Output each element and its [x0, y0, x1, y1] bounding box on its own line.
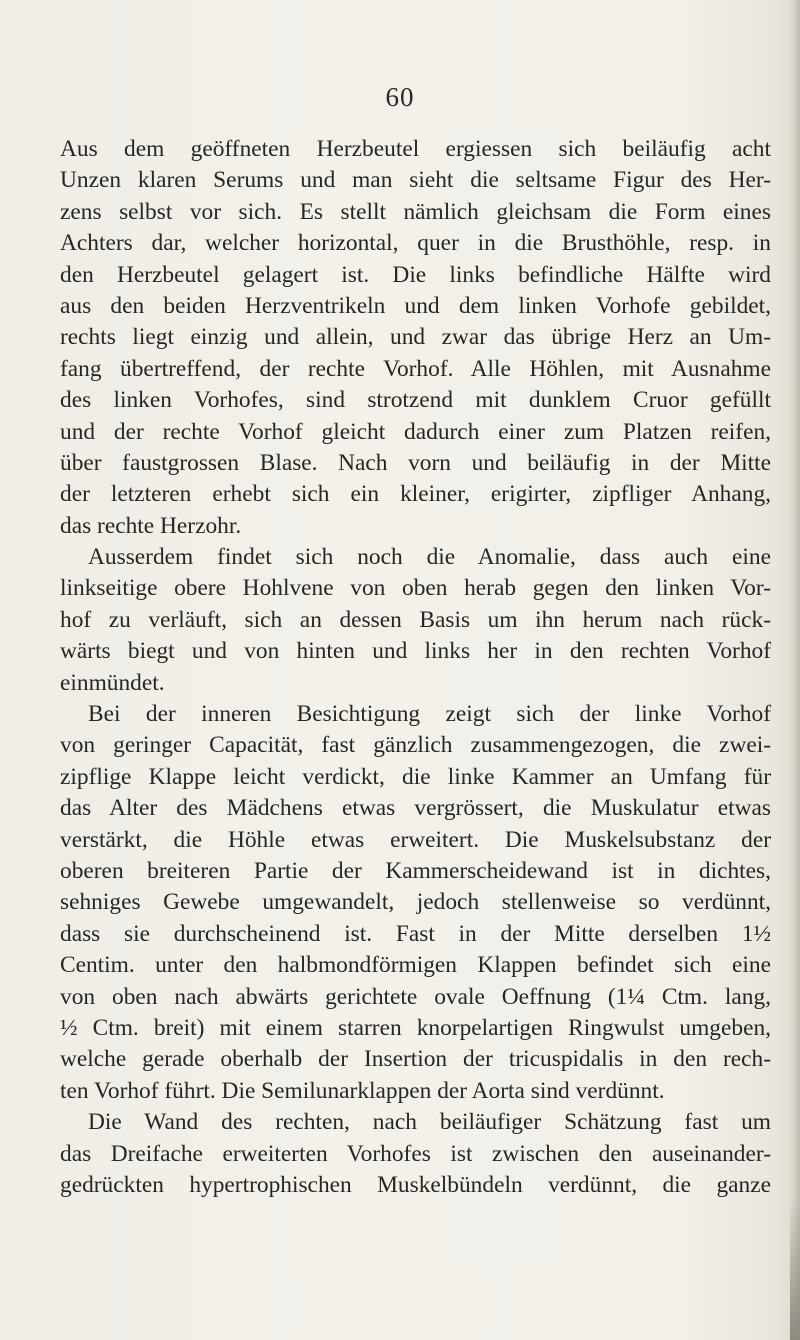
body-text [60, 134, 771, 1201]
text-line: welche gerade oberhalb der Insertion der tricuspidalis in den rech- [60, 1046, 771, 1073]
text-line: ten Vorhof führt. Die Semilunarklappen der Aorta sind verdünnt. [60, 1077, 665, 1104]
text-line: Ausserdem findet sich noch die Anomalie, dass auch eine [88, 544, 771, 571]
text-line: Aus dem geöffneten Herzbeutel ergiessen sich beiläufig acht [60, 136, 771, 162]
text-line: der letzteren erhebt sich ein kleiner, erigirter, zipfliger Anhang, [60, 481, 771, 508]
text-line: den Herzbeutel gelagert ist. Die links befindliche Hälfte wird [60, 261, 771, 288]
text-line: Centim. unter den halbmondförmigen Klappen befindet sich eine [60, 952, 771, 979]
text-line: dass sie durchscheinend ist. Fast in der Mitte derselben 1½ [60, 920, 771, 947]
text-line: das Dreifache erweiterten Vorhofes ist zwischen den auseinander- [60, 1140, 771, 1167]
text-line: das Alter des Mädchens etwas vergrössert, die Muskulatur etwas [60, 795, 771, 822]
text-line: Die Wand des rechten, nach beiläufiger Schätzung fast um [88, 1109, 771, 1136]
text-line: zipflige Klappe leicht verdickt, die linke Kammer an Umfang für [60, 763, 771, 790]
text-line: Bei der inneren Besichtigung zeigt sich der linke Vorhof [88, 701, 771, 728]
text-line: einmündet. [60, 669, 165, 696]
text-line: und der rechte Vorhof gleicht dadurch einer zum Platzen reifen, [60, 418, 771, 445]
text-line: linkseitige obere Hohlvene von oben herab gegen den linken Vor- [60, 575, 771, 602]
text-line: wärts biegt und von hinten und links her in den rechten Vorhof [60, 638, 771, 665]
text-line: ½ Ctm. breit) mit einem starren knorpelartigen Ringwulst umgeben, [60, 1014, 771, 1041]
text-line: von geringer Capacität, fast gänzlich zusammengezogen, die zwei- [60, 732, 771, 759]
text-line: verstärkt, die Höhle etwas erweitert. Die Muskelsubstanz der [60, 826, 771, 853]
text-line: gedrückten hypertrophischen Muskelbündeln verdünnt, die ganze [60, 1171, 771, 1198]
text-line: rechts liegt einzig und allein, und zwar das übrige Herz an Um- [60, 324, 771, 351]
text-line: von oben nach abwärts gerichtete ovale Oeffnung (1¼ Ctm. lang, [60, 983, 771, 1010]
page-edge-shadow [790, 0, 800, 1340]
text-line: Achters dar, welcher horizontal, quer in die Brusthöhle, resp. in [60, 230, 771, 257]
page-edge-dark-corner [790, 1200, 800, 1340]
text-line: das rechte Herzohr. [60, 512, 242, 539]
text-line: des linken Vorhofes, sind strotzend mit dunklem Cruor gefüllt [60, 387, 771, 414]
text-line: zens selbst vor sich. Es stellt nämlich gleichsam die Form eines [60, 198, 771, 225]
text-line: sehniges Gewebe umgewandelt, jedoch stellenweise so verdünnt, [60, 889, 771, 916]
text-line: aus den beiden Herzventrikeln und dem linken Vorhofe gebildet, [60, 292, 771, 319]
text-line: über faustgrossen Blase. Nach vorn und beiläufig in der Mitte [60, 449, 771, 476]
text-line: Unzen klaren Serums und man sieht die seltsame Figur des Her- [60, 167, 771, 194]
text-line: oberen breiteren Partie der Kammerscheidewand ist in dichtes, [60, 857, 771, 884]
page-number: 60 [385, 82, 415, 112]
text-line: hof zu verläuft, sich an dessen Basis um ihn herum nach rück- [60, 606, 771, 633]
text-line: fang übertreffend, der rechte Vorhof. Alle Höhlen, mit Ausnahme [60, 355, 771, 382]
